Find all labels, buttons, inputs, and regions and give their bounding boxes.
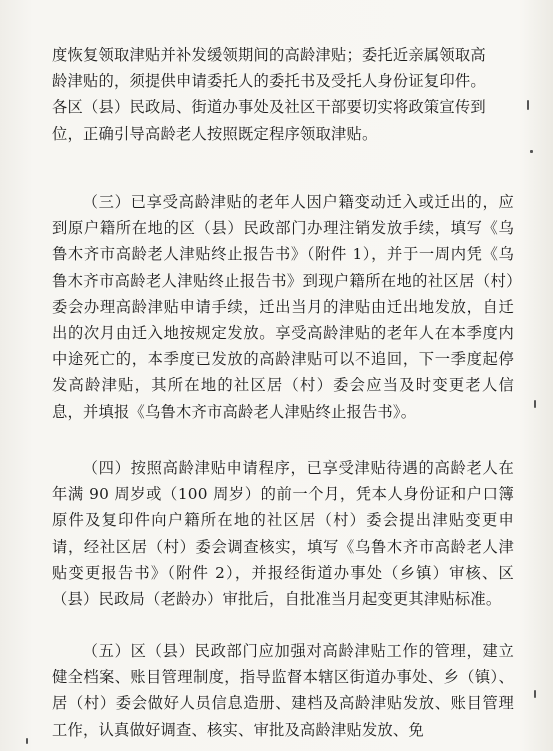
paragraph-5 <box>52 638 514 743</box>
paragraph-4 <box>52 455 514 612</box>
scan-speck <box>527 100 529 110</box>
scan-speck <box>530 150 533 153</box>
text-line: 各区（县）民政局、街道办事处及社区干部要切实将政策宣传到 <box>52 98 486 117</box>
paragraph-5-text: （五）区（县）民政部门应加强对高龄津贴工作的管理，建立健全档案、账目管理制度，指导监督本辖区街道办事处、乡（镇）、居（村）委会做好人员信息造册、建档及高龄津贴发放、账目管理工作，认真做好调查、核实、审批及高龄津贴发放、免 <box>52 642 514 739</box>
continuation-paragraph <box>52 42 514 147</box>
scan-speck <box>534 400 536 408</box>
text-line: 度恢复领取津贴并补发缓领期间的高龄津贴；委托近亲属领取高 <box>52 46 486 64</box>
scan-speck <box>534 690 536 698</box>
scan-speck <box>26 738 28 744</box>
paragraph-3-text: （三）已享受高龄津贴的老年人因户籍变动迁入或迁出的，应到原户籍所在地的区（县）民政部门办理注销发放手续，填写《乌鲁木齐市高龄老人津贴终止报告书》（附件 1），并于一周内凭《乌鲁木齐市高龄老人津贴终止报告书》到现户籍所在地的社区居（村）委会办理高龄津贴申请手续，迁出当月的津贴由迁出地发放，自迁出的次月由迁入地按规定发放。享受高龄津贴的老年人在本季度内中途死亡的，本季度已发放的高龄津贴可以不追回，下一季度起停发高龄津贴，其所在地的社区居（村）委会应当及时变更老人信息，并填报《乌鲁木齐市高龄老人津贴终止报告书》。 <box>52 193 514 421</box>
text-line: 位，正确引导高龄老人按照既定程序领取津贴。 <box>52 124 378 143</box>
paragraph-4-text: （四）按照高龄津贴申请程序，已享受津贴待遇的高龄老人在年满 90 周岁或（100 周岁）的前一个月，凭本人身份证和户口簿原件及复印件向户籍所在地的社区居（村）委会提出津贴变更申请，经社区居（村）委会调查核实，填写《乌鲁木齐市高龄老人津贴变更报告书》（附件 2），并报经街道办事处（乡镇）审核、区（县）民政局（老龄办）审批后，自批准当月起变更其津贴标准。 <box>52 459 514 609</box>
text-line: 龄津贴的，须提供申请委托人的委托书及受托人身份证复印件。 <box>52 72 486 91</box>
paragraph-3 <box>52 189 514 425</box>
